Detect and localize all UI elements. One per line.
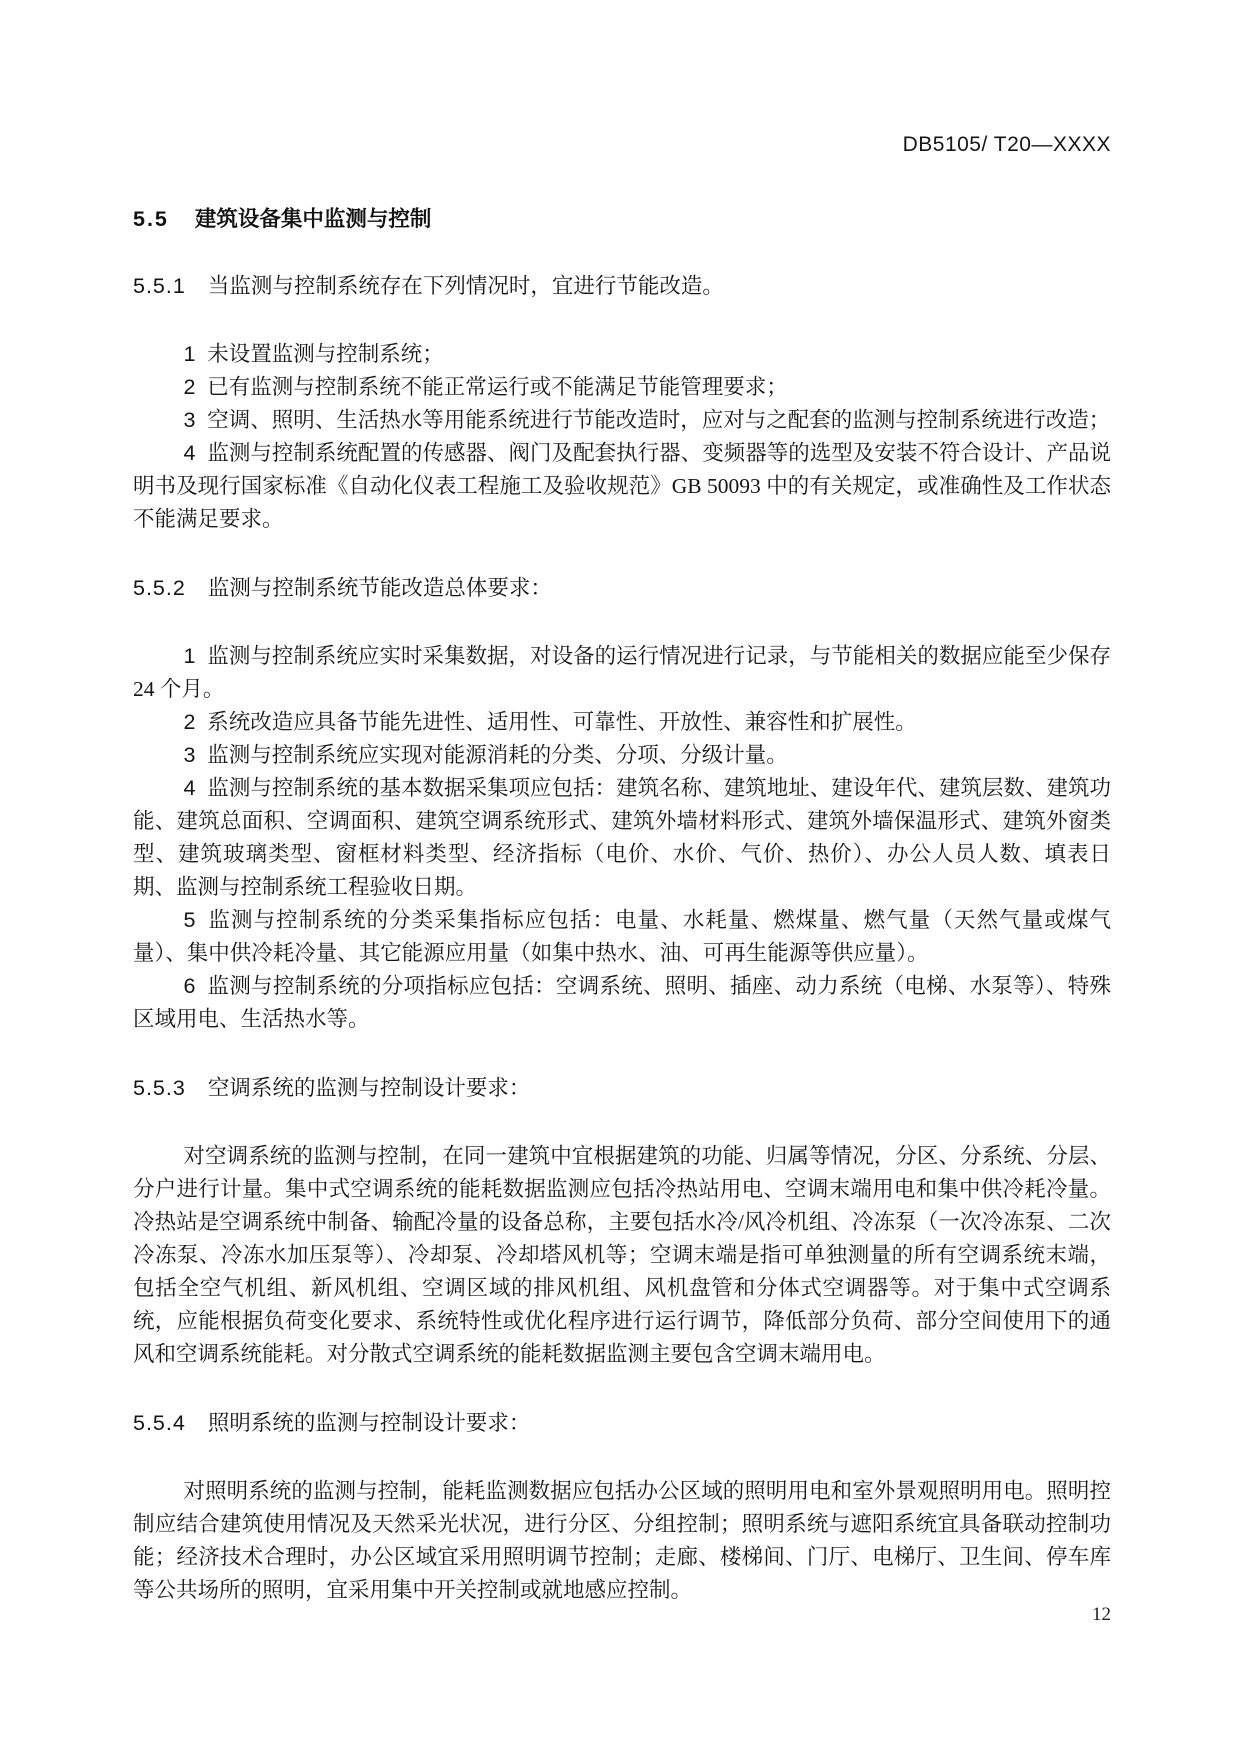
- item-text: 空调、照明、生活热水等用能系统进行节能改造时，应对与之配套的监测与控制系统进行改造；: [207, 408, 1111, 432]
- item-text: 监测与控制系统的分类采集指标应包括：电量、水耗量、燃煤量、燃气量（天然气量或煤气量）、集中供冷耗冷量、其它能源应用量（如集中热水、油、可再生能源等供应量）。: [133, 908, 1111, 965]
- section-number: 5.5: [133, 207, 169, 231]
- item-number: 1: [183, 342, 196, 366]
- item-number: 3: [183, 743, 196, 767]
- clause-number: 5.5.3: [133, 1076, 186, 1100]
- clause-number: 5.5.4: [133, 1411, 186, 1435]
- item-number: 6: [183, 974, 196, 998]
- list-item: [133, 706, 1111, 739]
- item-text: 监测与控制系统的基本数据采集项应包括：建筑名称、建筑地址、建设年代、建筑层数、建筑功能、建筑总面积、空调面积、建筑空调系统形式、建筑外墙材料形式、建筑外墙保温形式、建筑外窗类型、建筑玻璃类型、窗框材料类型、经济指标（电价、水价、气价、热价）、办公人员人数、填表日期、监测与控制系统工程验收日期。: [133, 776, 1111, 899]
- clause-title: 空调系统的监测与控制设计要求：: [207, 1076, 531, 1100]
- list-item: [133, 904, 1111, 970]
- list-item: [133, 437, 1111, 536]
- list-item: [133, 970, 1111, 1036]
- clause-title: 监测与控制系统节能改造总体要求：: [207, 576, 552, 600]
- item-text: 已有监测与控制系统不能正常运行或不能满足节能管理要求；: [207, 375, 788, 399]
- item-number: 1: [183, 644, 196, 668]
- clause-title: 照明系统的监测与控制设计要求：: [207, 1411, 531, 1435]
- item-text: 监测与控制系统应实现对能源消耗的分类、分项、分级计量。: [207, 743, 788, 767]
- clause-heading-5-5-3: [133, 1073, 1111, 1103]
- page-number: 12: [1092, 1604, 1111, 1625]
- item-number: 3: [183, 408, 196, 432]
- item-text: 系统改造应具备节能先进性、适用性、可靠性、开放性、兼容性和扩展性。: [207, 710, 917, 734]
- list-item: [133, 640, 1111, 706]
- list-item: [133, 772, 1111, 904]
- page-content: [133, 132, 1111, 1607]
- clause-number: 5.5.1: [133, 274, 186, 298]
- section-heading-5-5: [133, 204, 1111, 234]
- item-number: 5: [183, 908, 196, 932]
- item-number: 4: [183, 441, 196, 465]
- item-text: 监测与控制系统配置的传感器、阀门及配套执行器、变频器等的选型及安装不符合设计、产品说明书及现行国家标准《自动化仪表工程施工及验收规范》GB 50093 中的有关规定，或准确性及工作状态不能满足要求。: [133, 441, 1111, 531]
- list-item: [133, 739, 1111, 772]
- body-paragraph: 对照明系统的监测与控制，能耗监测数据应包括办公区域的照明用电和室外景观照明用电。照明控制应结合建筑使用情况及天然采光状况，进行分区、分组控制；照明系统与遮阳系统宜具备联动控制功能；经济技术合理时，办公区域宜采用照明调节控制；走廊、楼梯间、门厅、电梯厅、卫生间、停车库等公共场所的照明，宜采用集中开关控制或就地感应控制。: [133, 1479, 1111, 1602]
- item-number: 2: [183, 710, 196, 734]
- clause-number: 5.5.2: [133, 576, 186, 600]
- item-text: 监测与控制系统的分项指标应包括：空调系统、照明、插座、动力系统（电梯、水泵等）、特殊区域用电、生活热水等。: [133, 974, 1111, 1031]
- list-item: [133, 404, 1111, 437]
- item-text: 监测与控制系统应实时采集数据，对设备的运行情况进行记录，与节能相关的数据应能至少保存 24 个月。: [133, 644, 1111, 701]
- clause-heading-5-5-1: [133, 271, 1111, 301]
- doc-number: DB5105/ T20—XXXX: [902, 133, 1111, 156]
- list-item: [133, 371, 1111, 404]
- page-header: [133, 132, 1111, 158]
- page-footer: [133, 1604, 1111, 1626]
- clause-heading-5-5-2: [133, 573, 1111, 603]
- section-title: 建筑设备集中监测与控制: [194, 207, 432, 231]
- item-text: 未设置监测与控制系统；: [207, 342, 444, 366]
- list-item: [133, 338, 1111, 371]
- item-number: 4: [183, 776, 196, 800]
- item-number: 2: [183, 375, 196, 399]
- clause-title: 当监测与控制系统存在下列情况时，宜进行节能改造。: [207, 274, 724, 298]
- body-paragraph: 对空调系统的监测与控制，在同一建筑中宜根据建筑的功能、归属等情况，分区、分系统、分层、分户进行计量。集中式空调系统的能耗数据监测应包括冷热站用电、空调末端用电和集中供冷耗冷量。冷热站是空调系统中制备、输配冷量的设备总称，主要包括水冷/风冷机组、冷冻泵（一次冷冻泵、二次冷冻泵、冷冻水加压泵等）、冷却泵、冷却塔风机等；空调末端是指可单独测量的所有空调系统末端，包括全空气机组、新风机组、空调区域的排风机组、风机盘管和分体式空调器等。对于集中式空调系统，应能根据负荷变化要求、系统特性或优化程序进行运行调节，降低部分负荷、部分空间使用下的通风和空调系统能耗。对分散式空调系统的能耗数据监测主要包含空调末端用电。: [133, 1144, 1111, 1366]
- clause-heading-5-5-4: [133, 1408, 1111, 1438]
